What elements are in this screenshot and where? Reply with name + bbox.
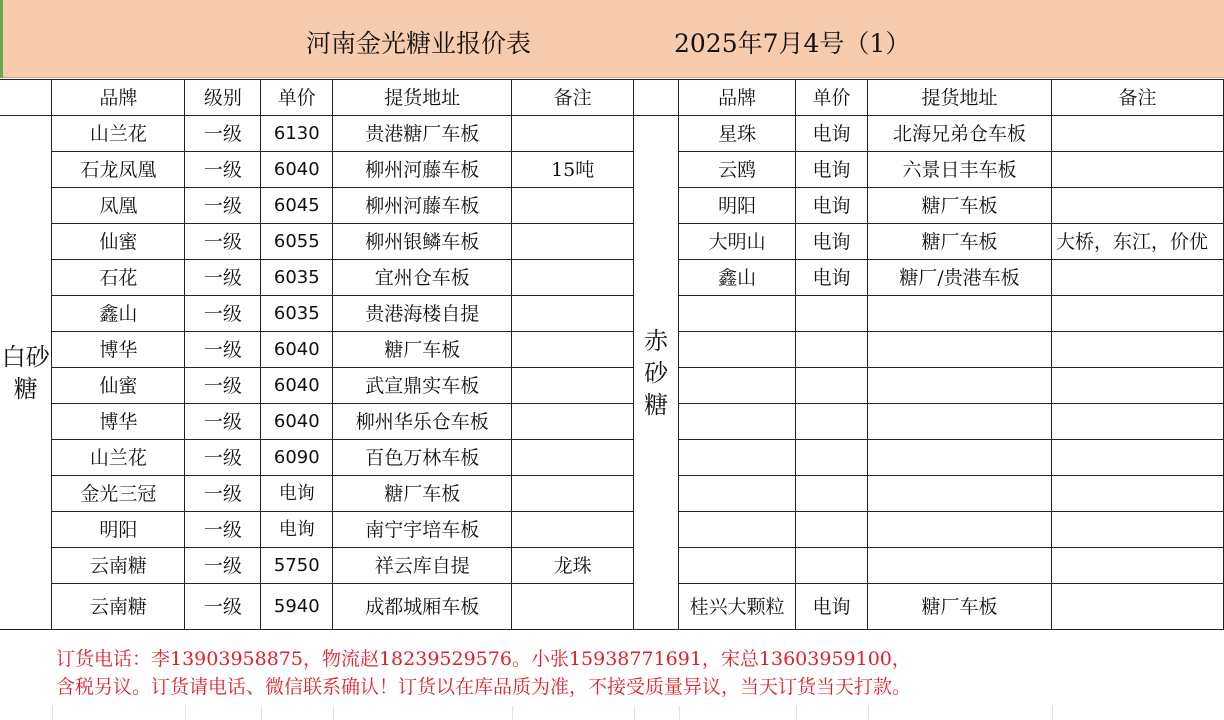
white-note-cell: [512, 368, 634, 404]
brown-note-cell: [1051, 548, 1223, 584]
price-table-body: [0, 80, 1224, 630]
white-grade-cell: 一级: [185, 188, 261, 224]
brown-brand-cell: [679, 512, 796, 548]
table-row: [0, 440, 1224, 476]
white-grade-cell: 一级: [185, 512, 261, 548]
white-grade-cell: 一级: [185, 404, 261, 440]
white-brand-cell: 明阳: [52, 512, 185, 548]
table-row: [0, 476, 1224, 512]
corner-cell-mid: [634, 80, 679, 116]
brown-brand-cell: [679, 296, 796, 332]
white-address-cell: 柳州银鳞车板: [333, 224, 512, 260]
brown-price-cell: 电询: [796, 260, 868, 296]
white-grade-cell: 一级: [185, 296, 261, 332]
brown-col-header-price: 单价: [796, 80, 868, 116]
white-note-cell: [512, 584, 634, 630]
table-row: [0, 512, 1224, 548]
brown-address-cell: [868, 332, 1052, 368]
corner-cell-left: [0, 80, 52, 116]
white-note-cell: [512, 512, 634, 548]
table-row: [0, 224, 1224, 260]
brown-address-cell: [868, 296, 1052, 332]
white-price-cell: 6040: [261, 368, 333, 404]
terms-line: 含税另议。订货请电话、微信联系确认！订货以在库品质为准，不接受质量异议，当天订货当天打款。: [56, 676, 912, 698]
brown-price-cell: 电询: [796, 188, 868, 224]
brown-col-header-note: 备注: [1051, 80, 1223, 116]
brown-brand-cell: [679, 368, 796, 404]
white-price-cell: 6090: [261, 440, 333, 476]
white-address-cell: 成都城厢车板: [333, 584, 512, 630]
white-price-cell: 5940: [261, 584, 333, 630]
white-grade-cell: 一级: [185, 152, 261, 188]
brown-price-cell: [796, 368, 868, 404]
brown-note-cell: [1051, 188, 1223, 224]
price-table: [0, 79, 1224, 630]
title-banner: [0, 0, 1224, 78]
white-address-cell: 武宣鼎实车板: [333, 368, 512, 404]
white-address-cell: 柳州华乐仓车板: [333, 404, 512, 440]
white-address-cell: 柳州河藤车板: [333, 152, 512, 188]
white-brand-cell: 博华: [52, 404, 185, 440]
white-grade-cell: 一级: [185, 260, 261, 296]
next-row-gridlines: [0, 706, 1224, 720]
banner-edge: [0, 0, 3, 78]
white-price-cell: 6040: [261, 152, 333, 188]
table-row: [0, 260, 1224, 296]
white-address-cell: 贵港糖厂车板: [333, 116, 512, 152]
brown-price-cell: 电询: [796, 224, 868, 260]
brown-address-cell: [868, 404, 1052, 440]
brown-brand-cell: 大明山: [679, 224, 796, 260]
white-note-cell: [512, 116, 634, 152]
brown-address-cell: 六景日丰车板: [868, 152, 1052, 188]
brown-price-cell: 电询: [796, 584, 868, 630]
white-brand-cell: 金光三冠: [52, 476, 185, 512]
brown-price-cell: [796, 440, 868, 476]
white-price-cell: 6045: [261, 188, 333, 224]
white-price-cell: 电询: [261, 476, 333, 512]
white-price-cell: 电询: [261, 512, 333, 548]
white-price-cell: 6130: [261, 116, 333, 152]
white-note-cell: [512, 404, 634, 440]
white-note-cell: 龙珠: [512, 548, 634, 584]
white-brand-cell: 博华: [52, 332, 185, 368]
brown-note-cell: [1051, 404, 1223, 440]
brown-brand-cell: [679, 440, 796, 476]
table-row: [0, 188, 1224, 224]
category-white-sugar: 白砂糖: [0, 116, 52, 630]
white-note-cell: [512, 332, 634, 368]
brown-brand-cell: [679, 404, 796, 440]
brown-note-cell: [1051, 260, 1223, 296]
table-row: [0, 152, 1224, 188]
brown-col-header-brand: 品牌: [679, 80, 796, 116]
white-address-cell: 祥云库自提: [333, 548, 512, 584]
table-row: [0, 116, 1224, 152]
brown-brand-cell: [679, 548, 796, 584]
white-price-cell: 6035: [261, 260, 333, 296]
brown-brand-cell: 云鸥: [679, 152, 796, 188]
brown-address-cell: 糖厂/贵港车板: [868, 260, 1052, 296]
brown-brand-cell: [679, 332, 796, 368]
white-grade-cell: 一级: [185, 440, 261, 476]
brown-price-cell: [796, 332, 868, 368]
brown-price-cell: [796, 548, 868, 584]
contact-line: 订货电话：李13903958875，物流赵18239529576。小张15938771691，宋总13603959100，: [56, 648, 911, 670]
white-price-cell: 6040: [261, 332, 333, 368]
white-note-cell: [512, 440, 634, 476]
white-note-cell: [512, 260, 634, 296]
white-address-cell: 贵港海楼自提: [333, 296, 512, 332]
brown-price-cell: [796, 404, 868, 440]
white-price-cell: 5750: [261, 548, 333, 584]
category-brown-sugar: 赤砂糖: [634, 116, 679, 630]
brown-note-cell: [1051, 152, 1223, 188]
white-address-cell: 糖厂车板: [333, 476, 512, 512]
brown-address-cell: [868, 548, 1052, 584]
white-address-cell: 柳州河藤车板: [333, 188, 512, 224]
brown-price-cell: [796, 296, 868, 332]
brown-brand-cell: 星珠: [679, 116, 796, 152]
white-note-cell: 15吨: [512, 152, 634, 188]
white-col-header-price: 单价: [261, 80, 333, 116]
white-brand-cell: 山兰花: [52, 116, 185, 152]
brown-brand-cell: [679, 476, 796, 512]
brown-col-header-address: 提货地址: [868, 80, 1052, 116]
table-row: [0, 368, 1224, 404]
table-row: [0, 548, 1224, 584]
white-note-cell: [512, 188, 634, 224]
brown-note-cell: [1051, 116, 1223, 152]
white-grade-cell: 一级: [185, 584, 261, 630]
white-brand-cell: 云南糖: [52, 548, 185, 584]
brown-address-cell: [868, 476, 1052, 512]
white-note-cell: [512, 476, 634, 512]
brown-note-cell: [1051, 512, 1223, 548]
quote-date: 2025年7月4号（1）: [674, 29, 911, 58]
white-brand-cell: 仙蜜: [52, 224, 185, 260]
brown-note-cell: [1051, 296, 1223, 332]
brown-brand-cell: 桂兴大颗粒: [679, 584, 796, 630]
white-grade-cell: 一级: [185, 548, 261, 584]
contact-notes: [56, 645, 911, 701]
white-col-header-note: 备注: [512, 80, 634, 116]
white-note-cell: [512, 224, 634, 260]
brown-note-cell: [1051, 332, 1223, 368]
brown-address-cell: [868, 440, 1052, 476]
brown-brand-cell: 鑫山: [679, 260, 796, 296]
brown-price-cell: [796, 512, 868, 548]
white-brand-cell: 凤凰: [52, 188, 185, 224]
brown-note-cell: [1051, 440, 1223, 476]
brown-address-cell: 糖厂车板: [868, 584, 1052, 630]
brown-note-cell: [1051, 584, 1223, 630]
white-col-header-address: 提货地址: [333, 80, 512, 116]
white-price-cell: 6040: [261, 404, 333, 440]
white-address-cell: 糖厂车板: [333, 332, 512, 368]
brown-note-cell: [1051, 368, 1223, 404]
white-brand-cell: 山兰花: [52, 440, 185, 476]
white-address-cell: 宜州仓车板: [333, 260, 512, 296]
white-grade-cell: 一级: [185, 368, 261, 404]
brown-note-cell: 大桥，东江，价优: [1051, 224, 1223, 260]
white-grade-cell: 一级: [185, 332, 261, 368]
white-grade-cell: 一级: [185, 476, 261, 512]
brown-price-cell: 电询: [796, 152, 868, 188]
white-brand-cell: 鑫山: [52, 296, 185, 332]
brown-address-cell: 北海兄弟仓车板: [868, 116, 1052, 152]
white-price-cell: 6035: [261, 296, 333, 332]
brown-price-cell: [796, 476, 868, 512]
white-col-header-brand: 品牌: [52, 80, 185, 116]
brown-address-cell: [868, 512, 1052, 548]
white-brand-cell: 石龙凤凰: [52, 152, 185, 188]
white-note-cell: [512, 296, 634, 332]
table-row: [0, 332, 1224, 368]
white-brand-cell: 云南糖: [52, 584, 185, 630]
table-row: [0, 296, 1224, 332]
page-title: 河南金光糖业报价表: [306, 29, 532, 58]
white-grade-cell: 一级: [185, 116, 261, 152]
brown-address-cell: 糖厂车板: [868, 188, 1052, 224]
white-address-cell: 百色万林车板: [333, 440, 512, 476]
white-price-cell: 6055: [261, 224, 333, 260]
table-row: [0, 404, 1224, 440]
white-address-cell: 南宁宇培车板: [333, 512, 512, 548]
table-row: [0, 584, 1224, 630]
brown-address-cell: [868, 368, 1052, 404]
brown-address-cell: 糖厂车板: [868, 224, 1052, 260]
brown-price-cell: 电询: [796, 116, 868, 152]
white-col-header-grade: 级别: [185, 80, 261, 116]
white-brand-cell: 石花: [52, 260, 185, 296]
brown-note-cell: [1051, 476, 1223, 512]
column-header-row: [0, 80, 1224, 116]
white-brand-cell: 仙蜜: [52, 368, 185, 404]
brown-brand-cell: 明阳: [679, 188, 796, 224]
white-grade-cell: 一级: [185, 224, 261, 260]
